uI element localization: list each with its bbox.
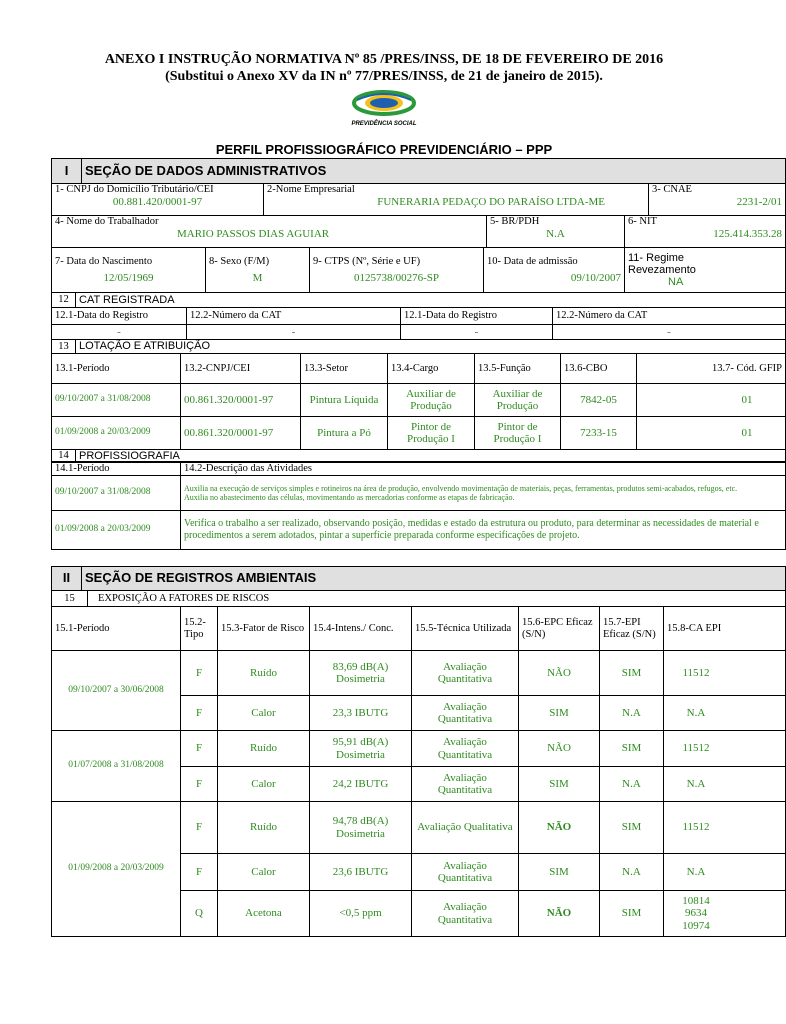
annex-subtitle: (Substitui o Anexo XV da IN nº 77/PRES/INSS, de 21 de janeiro de 2015). <box>165 69 603 84</box>
exposicao-title: EXPOSIÇÃO A FATORES DE RISCOS <box>88 591 786 607</box>
riscos-cell: Acetona <box>218 891 310 937</box>
profissiografia-period: 09/10/2007 a 31/08/2008 <box>52 476 181 511</box>
lotacao-cell: 09/10/2007 a 31/08/2008 <box>52 384 181 417</box>
lotacao-title: LOTAÇÃO E ATRIBUIÇÃO <box>76 340 786 354</box>
exposicao-number: 15 <box>52 591 88 607</box>
cnpj-value: 00.881.420/0001-97 <box>112 195 203 208</box>
table-row <box>52 802 786 854</box>
cat-value-cell: - <box>187 325 401 340</box>
lotacao-cell: Pintura Líquida <box>301 384 388 417</box>
riscos-cell: 11512 <box>664 731 786 767</box>
riscos-cell: SIM <box>519 696 600 731</box>
exposicao-header <box>51 590 786 607</box>
sexo-cell <box>206 248 310 293</box>
riscos-period: 09/10/2007 a 30/06/2008 <box>52 651 181 731</box>
riscos-header-cell: 15.3-Fator de Risco <box>218 607 310 651</box>
riscos-cell: Avaliação Quantitativa <box>412 891 519 937</box>
riscos-period: 01/07/2008 a 31/08/2008 <box>52 731 181 802</box>
riscos-header-cell: 15.1-Período <box>52 607 181 651</box>
riscos-cell: NÃO <box>519 802 600 854</box>
riscos-cell: SIM <box>600 891 664 937</box>
empresa-label: 2-Nome Empresarial <box>267 184 355 195</box>
admissao-label: 10- Data de admissão <box>487 256 578 268</box>
profissiografia-number: 14 <box>52 450 76 463</box>
riscos-cell: Calor <box>218 767 310 802</box>
riscos-cell: Avaliação Qualitativa <box>412 802 519 854</box>
lotacao-header-cell: 13.5-Função <box>475 354 561 384</box>
riscos-cell: Avaliação Quantitativa <box>412 651 519 696</box>
cat-number: 12 <box>52 293 76 308</box>
riscos-cell: N.A <box>664 767 786 802</box>
lotacao-header-cell: 13.2-CNPJ/CEI <box>181 354 301 384</box>
lotacao-cell: 01 <box>637 384 786 417</box>
riscos-cell: SIM <box>600 802 664 854</box>
lotacao-cell: 01/09/2008 a 20/03/2009 <box>52 417 181 450</box>
lotacao-cell: 7233-15 <box>561 417 637 450</box>
riscos-cell: N.A <box>600 854 664 891</box>
riscos-header-cell: 15.5-Técnica Utilizada <box>412 607 519 651</box>
riscos-cell: Avaliação Quantitativa <box>412 854 519 891</box>
lotacao-header <box>51 339 786 354</box>
nit-value: 125.414.353.28 <box>713 227 782 240</box>
admin-row3 <box>51 247 786 293</box>
trabalhador-cell <box>52 216 487 248</box>
riscos-cell: Avaliação Quantitativa <box>412 731 519 767</box>
cat-header-cell: 12.1-Data do Registro <box>401 308 553 325</box>
br-label: 5- BR/PDH <box>490 216 540 227</box>
table-row <box>52 384 786 417</box>
section1-number: I <box>52 159 82 184</box>
riscos-cell: F <box>181 731 218 767</box>
profissiografia-table <box>51 461 786 550</box>
cat-title: CAT REGISTRADA <box>76 293 786 308</box>
riscos-header-cell: 15.7-EPI Eficaz (S/N) <box>600 607 664 651</box>
table-row <box>52 651 786 696</box>
table-row <box>52 511 786 550</box>
riscos-cell: Ruído <box>218 731 310 767</box>
profissiografia-period: 01/09/2008 a 20/03/2009 <box>52 511 181 550</box>
regime-label: 11- Regime Revezamento <box>628 251 696 276</box>
br-value: N.A <box>546 227 565 240</box>
riscos-cell: F <box>181 854 218 891</box>
cat-header-cell: 12.1-Data do Registro <box>52 308 187 325</box>
profissiografia-header-cell: 14.1-Período <box>52 462 181 476</box>
section2-header <box>51 566 786 591</box>
riscos-cell: Calor <box>218 854 310 891</box>
nit-cell <box>625 216 786 248</box>
section2-number: II <box>52 567 82 591</box>
riscos-table <box>51 606 786 937</box>
section2-title: SEÇÃO DE REGISTROS AMBIENTAIS <box>82 567 786 591</box>
ctps-value: 0125738/00276-SP <box>354 271 439 284</box>
sexo-label: 8- Sexo (F/M) <box>209 256 270 268</box>
riscos-cell: N.A <box>664 854 786 891</box>
lotacao-cell: Pintura a Pó <box>301 417 388 450</box>
annex-title: ANEXO I INSTRUÇÃO NORMATIVA Nº 85 /PRES/INSS, DE 18 DE FEVEREIRO DE 2016 <box>104 52 664 67</box>
br-cell <box>487 216 625 248</box>
nit-label: 6- NIT <box>628 216 657 227</box>
cat-header-cell: 12.2-Número da CAT <box>553 308 786 325</box>
lotacao-cell: Pintor de Produção I <box>475 417 561 450</box>
regime-value: NA <box>668 276 684 289</box>
admissao-value: 09/10/2007 <box>570 271 621 284</box>
table-row <box>52 417 786 450</box>
riscos-cell: <0,5 ppm <box>310 891 412 937</box>
sexo-value: M <box>252 271 263 284</box>
document-title: PERFIL PROFISSIOGRÁFICO PREVIDENCIÁRIO – PPP <box>215 142 553 157</box>
cnae-cell <box>649 184 786 216</box>
section1-title: SEÇÃO DE DADOS ADMINISTRATIVOS <box>82 159 786 184</box>
riscos-cell: 83,69 dB(A) Dosimetria <box>310 651 412 696</box>
riscos-cell: SIM <box>519 854 600 891</box>
logo-caption: PREVIDÊNCIA SOCIAL <box>351 121 417 127</box>
lotacao-header-cell: 13.1-Período <box>52 354 181 384</box>
ctps-label: 9- CTPS (Nº, Série e UF) <box>313 256 421 268</box>
ctps-cell <box>310 248 484 293</box>
riscos-cell: 23,3 IBUTG <box>310 696 412 731</box>
lotacao-cell: 00.861.320/0001-97 <box>181 384 301 417</box>
empresa-value: FUNERARIA PEDAÇO DO PARAÍSO LTDA-ME <box>377 195 605 208</box>
empresa-cell <box>264 184 649 216</box>
riscos-cell: 24,2 IBUTG <box>310 767 412 802</box>
lotacao-cell: 7842-05 <box>561 384 637 417</box>
description-line: Auxilia no abastecimento das células, movimentando as mercadorias conforme as etapas de fabricação. <box>184 493 515 502</box>
cnpj-cell <box>52 184 264 216</box>
riscos-cell: 94,78 dB(A) Dosimetria <box>310 802 412 854</box>
riscos-header-cell: 15.2-Tipo <box>181 607 218 651</box>
cnae-label: 3- CNAE <box>652 184 692 195</box>
lotacao-header-cell: 13.6-CBO <box>561 354 637 384</box>
admissao-cell <box>484 248 625 293</box>
lotacao-cell: Auxiliar de Produção <box>475 384 561 417</box>
lotacao-header-cell: 13.3-Setor <box>301 354 388 384</box>
lotacao-header-cell: 13.4-Cargo <box>388 354 475 384</box>
lotacao-cell: 00.861.320/0001-97 <box>181 417 301 450</box>
riscos-cell: Ruído <box>218 802 310 854</box>
trabalhador-label: 4- Nome do Trabalhador <box>55 216 159 227</box>
cat-value-cell: - <box>401 325 553 340</box>
profissiografia-description <box>181 476 786 511</box>
section1-header <box>51 158 786 184</box>
riscos-cell: SIM <box>600 731 664 767</box>
riscos-cell: NÃO <box>519 891 600 937</box>
riscos-cell: Avaliação Quantitativa <box>412 767 519 802</box>
riscos-cell: F <box>181 696 218 731</box>
cat-header-cell: 12.2-Número da CAT <box>187 308 401 325</box>
riscos-header-cell: 15.8-CA EPI <box>664 607 786 651</box>
table-row <box>52 731 786 767</box>
riscos-cell: 11512 <box>664 802 786 854</box>
description-line: Auxilia na execução de serviços simples e rotineiros na área de produção, envolvendo movimentação de materiais, peças, ferramentas, produtos semi-acabados, refugos, etc. <box>184 483 738 493</box>
trabalhador-value: MARIO PASSOS DIAS AGUIAR <box>177 227 330 240</box>
cat-header <box>51 292 786 308</box>
profissiografia-title: PROFISSIOGRAFIA <box>76 450 786 463</box>
admin-row1 <box>51 183 786 216</box>
riscos-cell: F <box>181 802 218 854</box>
cat-value-cell: - <box>52 325 187 340</box>
lotacao-table <box>51 353 786 450</box>
riscos-cell: N.A <box>600 696 664 731</box>
nascimento-value: 12/05/1969 <box>103 271 154 284</box>
admin-row2 <box>51 215 786 248</box>
riscos-cell: NÃO <box>519 651 600 696</box>
regime-cell <box>625 248 786 293</box>
profissiografia-description: Verifica o trabalho a ser realizado, observando posição, medidas e estado da estrutura ou produto, para determinar as necessidades de material e procedimentos a serem adotados, pintar a superfície preparada conforme especificações de projeto. <box>181 511 786 550</box>
lotacao-cell: 01 <box>637 417 786 450</box>
riscos-header-cell: 15.4-Intens./ Conc. <box>310 607 412 651</box>
riscos-cell: 23,6 IBUTG <box>310 854 412 891</box>
riscos-cell: F <box>181 651 218 696</box>
cnae-value: 2231-2/01 <box>736 195 782 208</box>
cat-table <box>51 307 786 340</box>
riscos-cell: F <box>181 767 218 802</box>
cat-value-cell: - <box>553 325 786 340</box>
lotacao-cell: Pintor de Produção I <box>388 417 475 450</box>
lotacao-cell: Auxiliar de Produção <box>388 384 475 417</box>
cnpj-label: 1- CNPJ do Domicílio Tributário/CEI <box>55 184 214 195</box>
profissiografia-header-cell: 14.2-Descrição das Atividades <box>181 462 786 476</box>
table-row <box>52 476 786 511</box>
lotacao-header-cell: 13.7- Cód. GFIP <box>637 354 786 384</box>
nascimento-cell <box>52 248 206 293</box>
riscos-cell: SIM <box>519 767 600 802</box>
riscos-cell: Q <box>181 891 218 937</box>
riscos-cell: Calor <box>218 696 310 731</box>
riscos-cell: SIM <box>600 651 664 696</box>
riscos-cell: 11512 <box>664 651 786 696</box>
riscos-cell: NÃO <box>519 731 600 767</box>
riscos-cell: 95,91 dB(A) Dosimetria <box>310 731 412 767</box>
riscos-cell: Avaliação Quantitativa <box>412 696 519 731</box>
riscos-period: 01/09/2008 a 20/03/2009 <box>52 802 181 937</box>
riscos-cell: 10814 9634 10974 <box>664 891 786 937</box>
riscos-cell: N.A <box>600 767 664 802</box>
nascimento-label: 7- Data do Nascimento <box>55 256 153 268</box>
lotacao-number: 13 <box>52 340 76 354</box>
riscos-header-cell: 15.6-EPC Eficaz (S/N) <box>519 607 600 651</box>
riscos-cell: N.A <box>664 696 786 731</box>
riscos-cell: Ruído <box>218 651 310 696</box>
